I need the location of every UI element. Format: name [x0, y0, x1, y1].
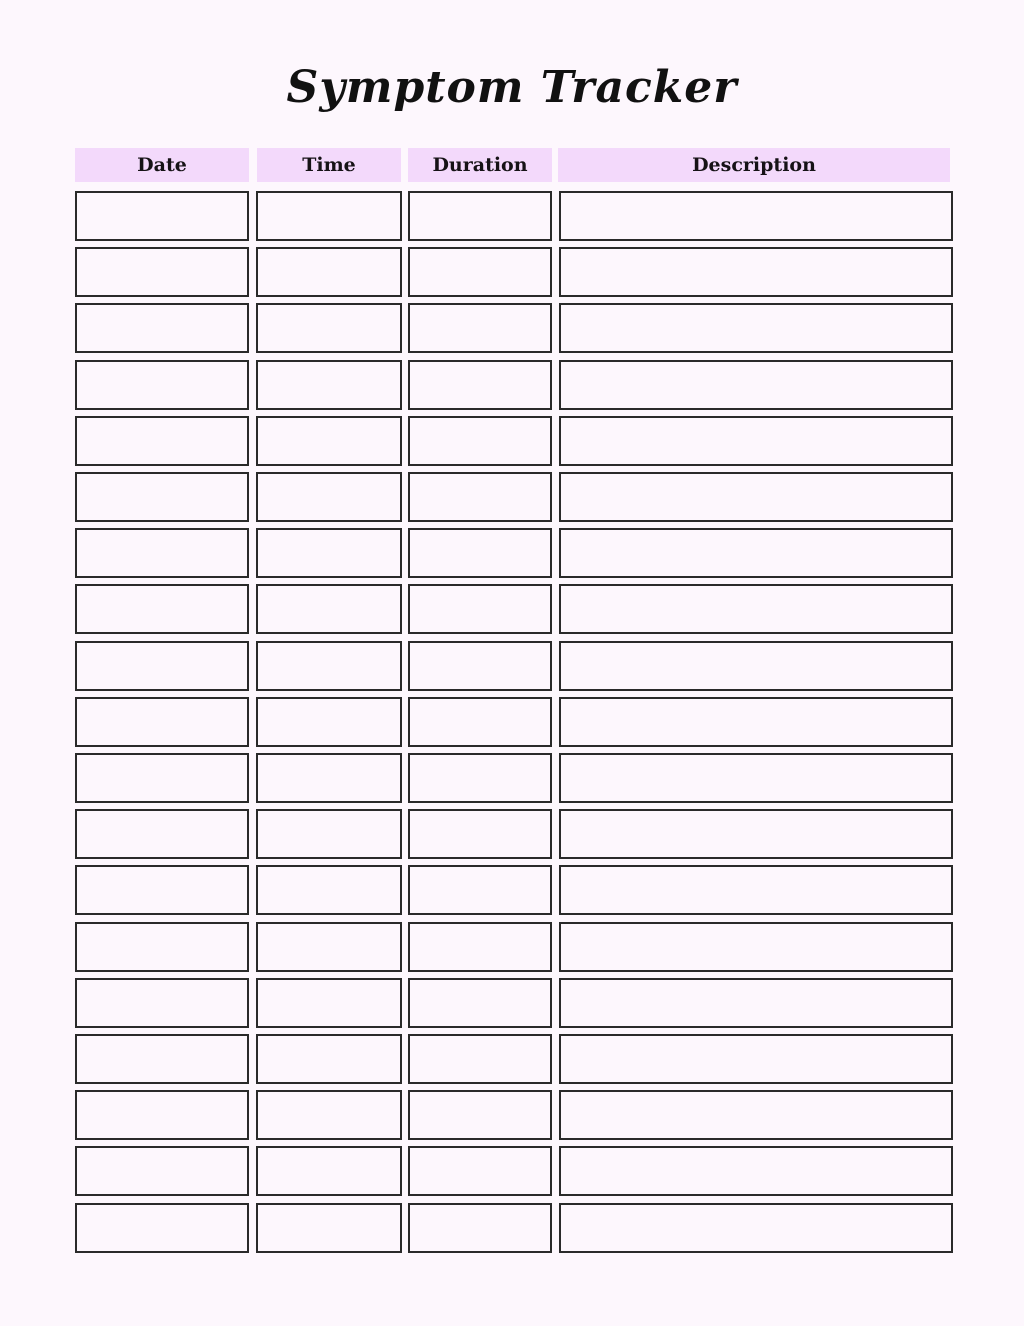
cell-date[interactable]: [75, 922, 249, 972]
cell-duration[interactable]: [408, 641, 552, 691]
cell-date[interactable]: [75, 360, 249, 410]
cell-time[interactable]: [256, 528, 402, 578]
cell-duration[interactable]: [408, 753, 552, 803]
column-header-time: Time: [257, 148, 401, 182]
cell-time[interactable]: [256, 303, 402, 353]
cell-time[interactable]: [256, 697, 402, 747]
cell-duration[interactable]: [408, 1203, 552, 1253]
column-header-duration: Duration: [408, 148, 552, 182]
cell-description[interactable]: [559, 809, 953, 859]
cell-date[interactable]: [75, 1146, 249, 1196]
cell-description[interactable]: [559, 1090, 953, 1140]
cell-time[interactable]: [256, 1203, 402, 1253]
cell-date[interactable]: [75, 1203, 249, 1253]
cell-date[interactable]: [75, 584, 249, 634]
cell-time[interactable]: [256, 247, 402, 297]
cell-time[interactable]: [256, 360, 402, 410]
cell-description[interactable]: [559, 247, 953, 297]
cell-duration[interactable]: [408, 978, 552, 1028]
cell-description[interactable]: [559, 472, 953, 522]
cell-time[interactable]: [256, 641, 402, 691]
cell-time[interactable]: [256, 1034, 402, 1084]
cell-duration[interactable]: [408, 247, 552, 297]
cell-description[interactable]: [559, 865, 953, 915]
cell-duration[interactable]: [408, 528, 552, 578]
cell-date[interactable]: [75, 303, 249, 353]
cell-description[interactable]: [559, 191, 953, 241]
cell-date[interactable]: [75, 641, 249, 691]
cell-date[interactable]: [75, 697, 249, 747]
cell-duration[interactable]: [408, 584, 552, 634]
cell-description[interactable]: [559, 1203, 953, 1253]
cell-duration[interactable]: [408, 416, 552, 466]
cell-description[interactable]: [559, 753, 953, 803]
cell-date[interactable]: [75, 1090, 249, 1140]
cell-time[interactable]: [256, 1090, 402, 1140]
cell-description[interactable]: [559, 416, 953, 466]
cell-duration[interactable]: [408, 697, 552, 747]
cell-duration[interactable]: [408, 1146, 552, 1196]
page-title: Symptom Tracker: [286, 62, 738, 113]
cell-time[interactable]: [256, 584, 402, 634]
cell-duration[interactable]: [408, 865, 552, 915]
cell-date[interactable]: [75, 416, 249, 466]
cell-duration[interactable]: [408, 191, 552, 241]
cell-description[interactable]: [559, 641, 953, 691]
cell-duration[interactable]: [408, 1090, 552, 1140]
cell-time[interactable]: [256, 191, 402, 241]
cell-duration[interactable]: [408, 1034, 552, 1084]
cell-description[interactable]: [559, 978, 953, 1028]
cell-description[interactable]: [559, 922, 953, 972]
cell-duration[interactable]: [408, 360, 552, 410]
cell-time[interactable]: [256, 472, 402, 522]
column-header-date: Date: [75, 148, 249, 182]
cell-time[interactable]: [256, 865, 402, 915]
cell-description[interactable]: [559, 528, 953, 578]
cell-date[interactable]: [75, 753, 249, 803]
cell-date[interactable]: [75, 247, 249, 297]
cell-time[interactable]: [256, 809, 402, 859]
cell-time[interactable]: [256, 922, 402, 972]
cell-date[interactable]: [75, 978, 249, 1028]
cell-date[interactable]: [75, 1034, 249, 1084]
cell-description[interactable]: [559, 584, 953, 634]
cell-description[interactable]: [559, 697, 953, 747]
cell-time[interactable]: [256, 978, 402, 1028]
cell-date[interactable]: [75, 191, 249, 241]
cell-description[interactable]: [559, 1146, 953, 1196]
column-header-description: Description: [558, 148, 950, 182]
cell-date[interactable]: [75, 528, 249, 578]
cell-duration[interactable]: [408, 809, 552, 859]
cell-date[interactable]: [75, 865, 249, 915]
cell-date[interactable]: [75, 809, 249, 859]
cell-description[interactable]: [559, 1034, 953, 1084]
cell-duration[interactable]: [408, 472, 552, 522]
cell-duration[interactable]: [408, 303, 552, 353]
cell-time[interactable]: [256, 753, 402, 803]
cell-description[interactable]: [559, 360, 953, 410]
cell-time[interactable]: [256, 1146, 402, 1196]
cell-time[interactable]: [256, 416, 402, 466]
cell-duration[interactable]: [408, 922, 552, 972]
cell-date[interactable]: [75, 472, 249, 522]
cell-description[interactable]: [559, 303, 953, 353]
